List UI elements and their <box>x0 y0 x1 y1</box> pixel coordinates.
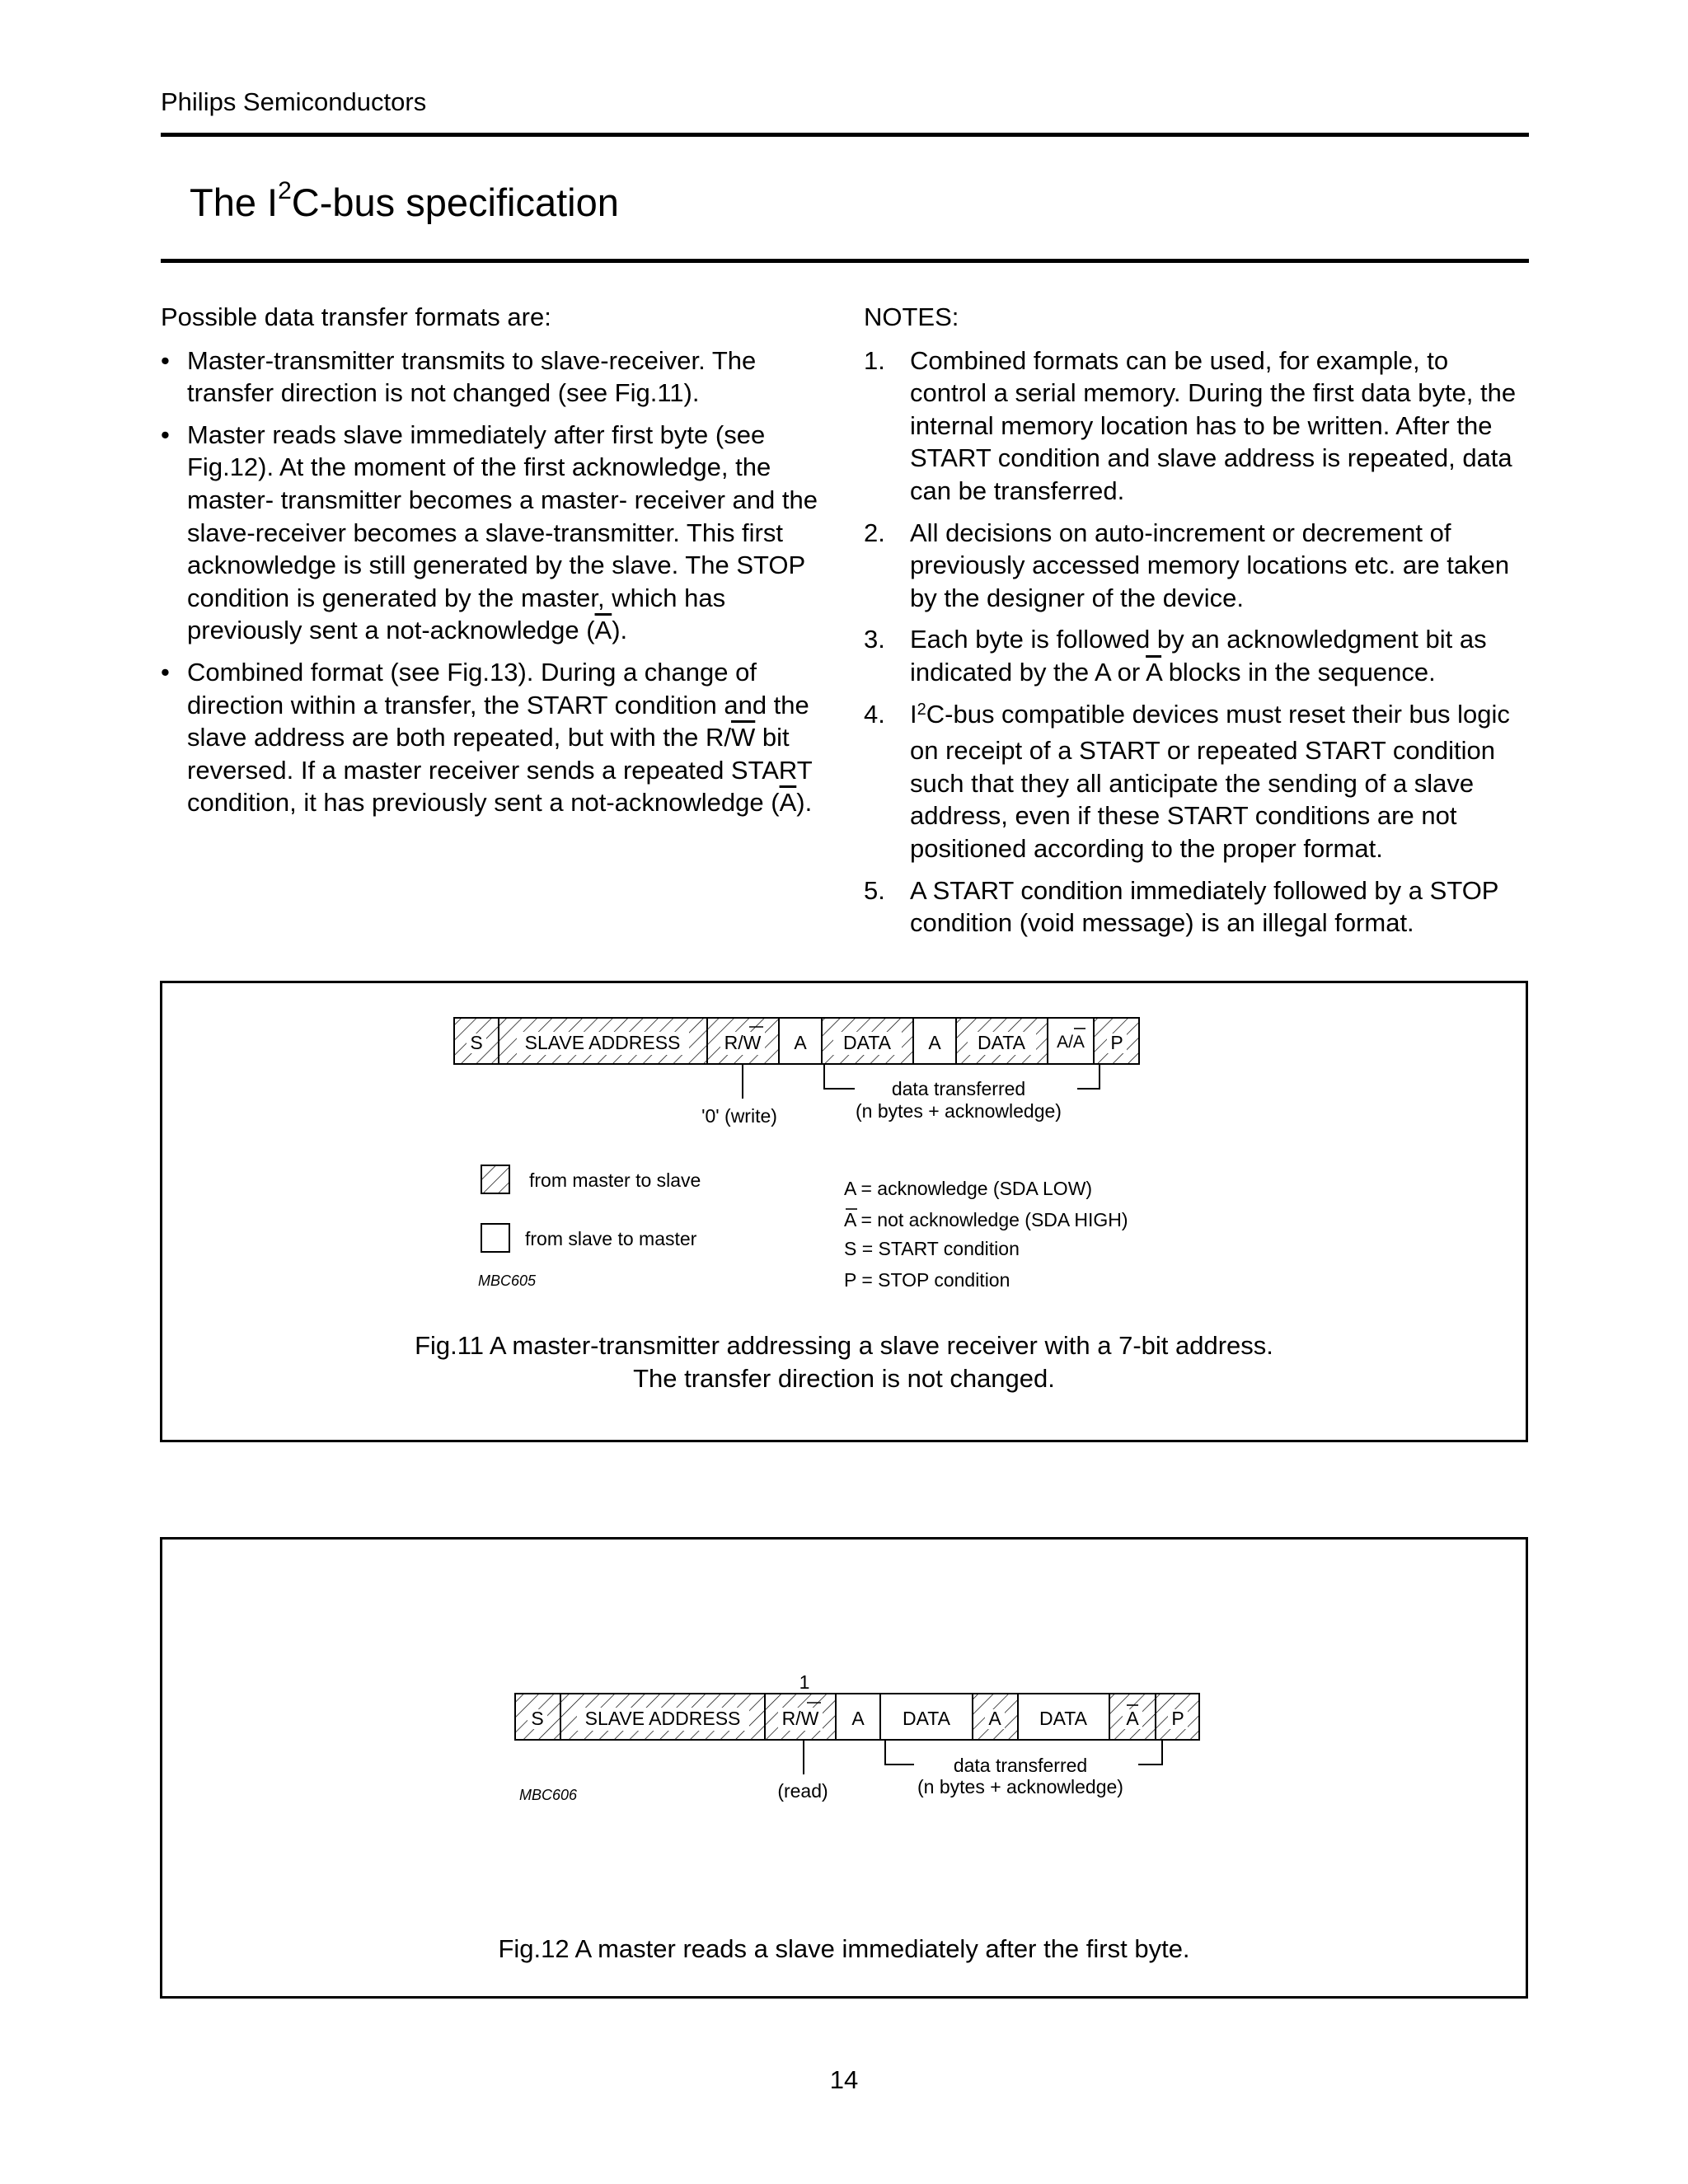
field-label: DATA <box>843 1032 891 1053</box>
field-label: P <box>1171 1708 1184 1729</box>
header-rule-bottom <box>161 259 1529 263</box>
list-item: • Master-transmitter transmits to slave-receiver. The transfer direction is not changed (see Fig.11). <box>161 345 757 408</box>
list-item: • Combined format (see Fig.13). During a change of direction within a transfer, the START condition and the slave address are both repeated, but with the $R/\overline{W}$ bit reversed. If a master receiver sends a repeated START condition, it has previously sent a not-acknowledge $(\overline{A})$. <box>161 657 813 818</box>
field-label: R/W <box>781 1708 819 1729</box>
data-transferred-sublabel: (n bytes + acknowledge) <box>856 1100 1062 1122</box>
page-title: The $I^2C$-bus specification <box>190 177 619 224</box>
field-label: S <box>470 1032 483 1053</box>
field-label: P <box>1110 1032 1123 1053</box>
legend-hatched-box <box>481 1165 509 1193</box>
field-label: R/W <box>724 1032 762 1053</box>
page-number: 14 <box>829 2065 859 2094</box>
data-transferred-label: data transferred <box>891 1078 1026 1099</box>
note-item: 4. $I^2C$-bus compatible devices must reset their bus logic on receipt of a START or repeated START condition such that they all anticipate the sending of a slave address, even if these START conditions are not positioned according to the proper format. <box>864 699 1510 863</box>
field-label: SLAVE ADDRESS <box>524 1032 681 1053</box>
notes-list <box>864 344 1531 940</box>
legend-master-label: from master to slave <box>529 1169 701 1191</box>
note-item: 3. Each byte is followed by an acknowledgment bit as indicated by the A or $\overline{A}$ blocks in the sequence. <box>864 625 1487 687</box>
definition-start: S = START condition <box>844 1238 1020 1259</box>
data-bracket-left <box>885 1740 914 1765</box>
figure-11 <box>160 981 1528 1442</box>
legend-slave-label: from slave to master <box>525 1228 697 1249</box>
field-label: A <box>928 1032 941 1053</box>
fig11-sequence <box>454 1018 1139 1064</box>
field-label: SLAVE ADDRESS <box>584 1708 741 1729</box>
figure-12 <box>160 1537 1528 1999</box>
data-transferred-label: data transferred <box>953 1755 1088 1776</box>
legend-empty-box <box>481 1224 509 1252</box>
notes-heading: NOTES: <box>864 302 959 331</box>
rw-value: 1 <box>799 1671 810 1693</box>
format-list <box>161 344 837 819</box>
note-item: 2. All decisions on auto-increment or decrement of previously accessed memory locations etc. are taken by the designer of the device. <box>864 518 1510 612</box>
list-item: • Master reads slave immediately after first byte (see Fig.12). At the moment of the first acknowledge, the master- transmitter becomes a master- receiver and the slave-receiver becomes a slave-transmitter. This first acknowledge is still generated by the slave. The STOP condition is generated by the master, which has previously sent a not-acknowledge $(\overline{A})$. <box>161 419 818 645</box>
rw-write-label: '0' (write) <box>701 1105 777 1127</box>
intro-text: Possible data transfer formats are: <box>161 302 551 331</box>
field-label: A <box>851 1708 865 1729</box>
field-label: DATA <box>978 1032 1025 1053</box>
data-bracket-right <box>1077 1064 1100 1089</box>
definition-nack: A = not acknowledge (SDA HIGH) <box>844 1209 1128 1230</box>
fig12-sequence <box>515 1694 1199 1740</box>
field-label: A <box>794 1032 807 1053</box>
field-label: S <box>531 1708 544 1729</box>
data-bracket-left <box>824 1064 855 1089</box>
field-label: DATA <box>903 1708 950 1729</box>
field-label: A <box>1126 1708 1139 1729</box>
data-transferred-sublabel: (n bytes + acknowledge) <box>917 1776 1123 1797</box>
definition-ack: A = acknowledge (SDA LOW) <box>844 1178 1093 1199</box>
data-bracket-right <box>1138 1740 1162 1765</box>
fig11-caption: Fig.11 A master-transmitter addressing a slave receiver with a 7-bit address. The transfer direction is not changed. <box>415 1331 1273 1393</box>
company-name: Philips Semiconductors <box>161 87 427 116</box>
fig12-diagram <box>162 1540 1526 1996</box>
note-item: 1. Combined formats can be used, for example, to control a serial memory. During the first data byte, the internal memory location has to be written. After the START condition and slave address is repeated, data can be transferred. <box>864 345 1517 505</box>
left-column <box>161 301 837 819</box>
definition-stop: P = STOP condition <box>844 1269 1010 1291</box>
field-label: A <box>988 1708 1001 1729</box>
figure-code: MBC606 <box>519 1787 578 1803</box>
field-label: DATA <box>1039 1708 1087 1729</box>
fig12-caption: Fig.12 A master reads a slave immediately after the first byte. <box>498 1934 1190 1963</box>
notes-column <box>864 301 1531 940</box>
field-label: A/A <box>1057 1033 1085 1052</box>
note-item: 5. A START condition immediately followed by a STOP condition (void message) is an illegal format. <box>864 875 1498 938</box>
figure-code: MBC605 <box>478 1272 537 1289</box>
header-rule-top <box>161 133 1529 137</box>
rw-read-label: (read) <box>777 1780 828 1802</box>
